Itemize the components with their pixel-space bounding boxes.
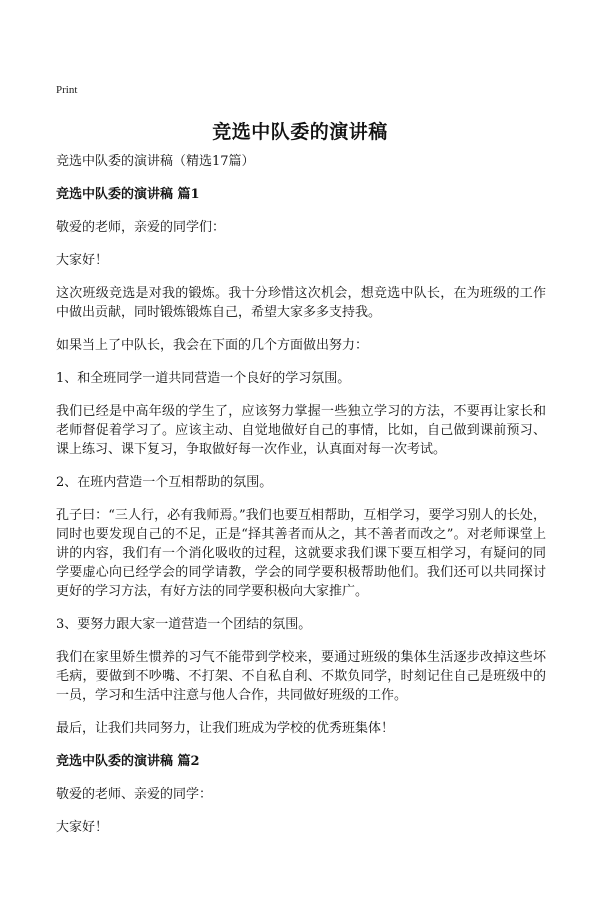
document-body <box>56 152 546 851</box>
hello-2: 大家好！ <box>56 820 109 835</box>
greeting-1: 敬爱的老师，亲爱的同学们： <box>56 220 226 235</box>
paragraph-4: 孔子曰：“三人行，必有我师焉。”我们也要互相帮助，互相学习，要学习别人的长处，同时也要发现自己的不足，正是“择其善者而从之，其不善者而改之”。对老师课堂上讲的内容，我们有一个消化吸收的过程，这就要求我们课下要互相学习，有疑问的同学要虚心向已经学会的同学请教，学会的同学要积极帮助他们。我们还可以共同探讨更好的学习方法，有好方法的同学要积极向大家推广。 <box>56 508 546 599</box>
paragraph-1: 这次班级竞选是对我的锻炼。我十分珍惜这次机会，想竞选中队长，在为班级的工作中做出贡献，同时锻炼锻炼自己，希望大家多多支持我。 <box>56 286 546 320</box>
greeting-2: 敬爱的老师、亲爱的同学： <box>56 787 213 802</box>
paragraph-6: 最后，让我们共同努力，让我们班成为学校的优秀班集体！ <box>56 721 395 736</box>
document-subtitle: 竞选中队委的演讲稿（精选17篇） <box>56 154 255 169</box>
document-title: 竞选中队委的演讲稿 <box>212 121 388 143</box>
point-1: 1、和全班同学一道共同营造一个良好的学习氛围。 <box>56 371 351 386</box>
paragraph-3: 我们已经是中高年级的学生了，应该努力掌握一些独立学习的方法，不要再让家长和老师督促着学习了。应该主动、自觉地做好自己的事情，比如，自己做到课前预习、课上练习、课下复习，争取做好每一次作业，认真面对每一次考试。 <box>56 404 546 457</box>
point-2: 2、在班内营造一个互相帮助的氛围。 <box>56 475 273 490</box>
section-heading-2: 竞选中队委的演讲稿 篇2 <box>56 754 200 769</box>
point-3: 3、要努力跟大家一道营造一个团结的氛围。 <box>56 617 312 632</box>
paragraph-2: 如果当上了中队长，我会在下面的几个方面做出努力： <box>56 338 369 353</box>
section-heading-1: 竞选中队委的演讲稿 篇1 <box>56 187 200 202</box>
print-label: Print <box>56 84 78 96</box>
paragraph-5: 我们在家里娇生惯养的习气不能带到学校来，要通过班级的集体生活逐步改掉这些坏毛病，要做到不吵嘴、不打架、不自私自利、不欺负同学，时刻记住自己是班级中的一员，学习和生活中注意与他人合作，共同做好班级的工作。 <box>56 650 546 703</box>
hello-1: 大家好！ <box>56 253 109 268</box>
